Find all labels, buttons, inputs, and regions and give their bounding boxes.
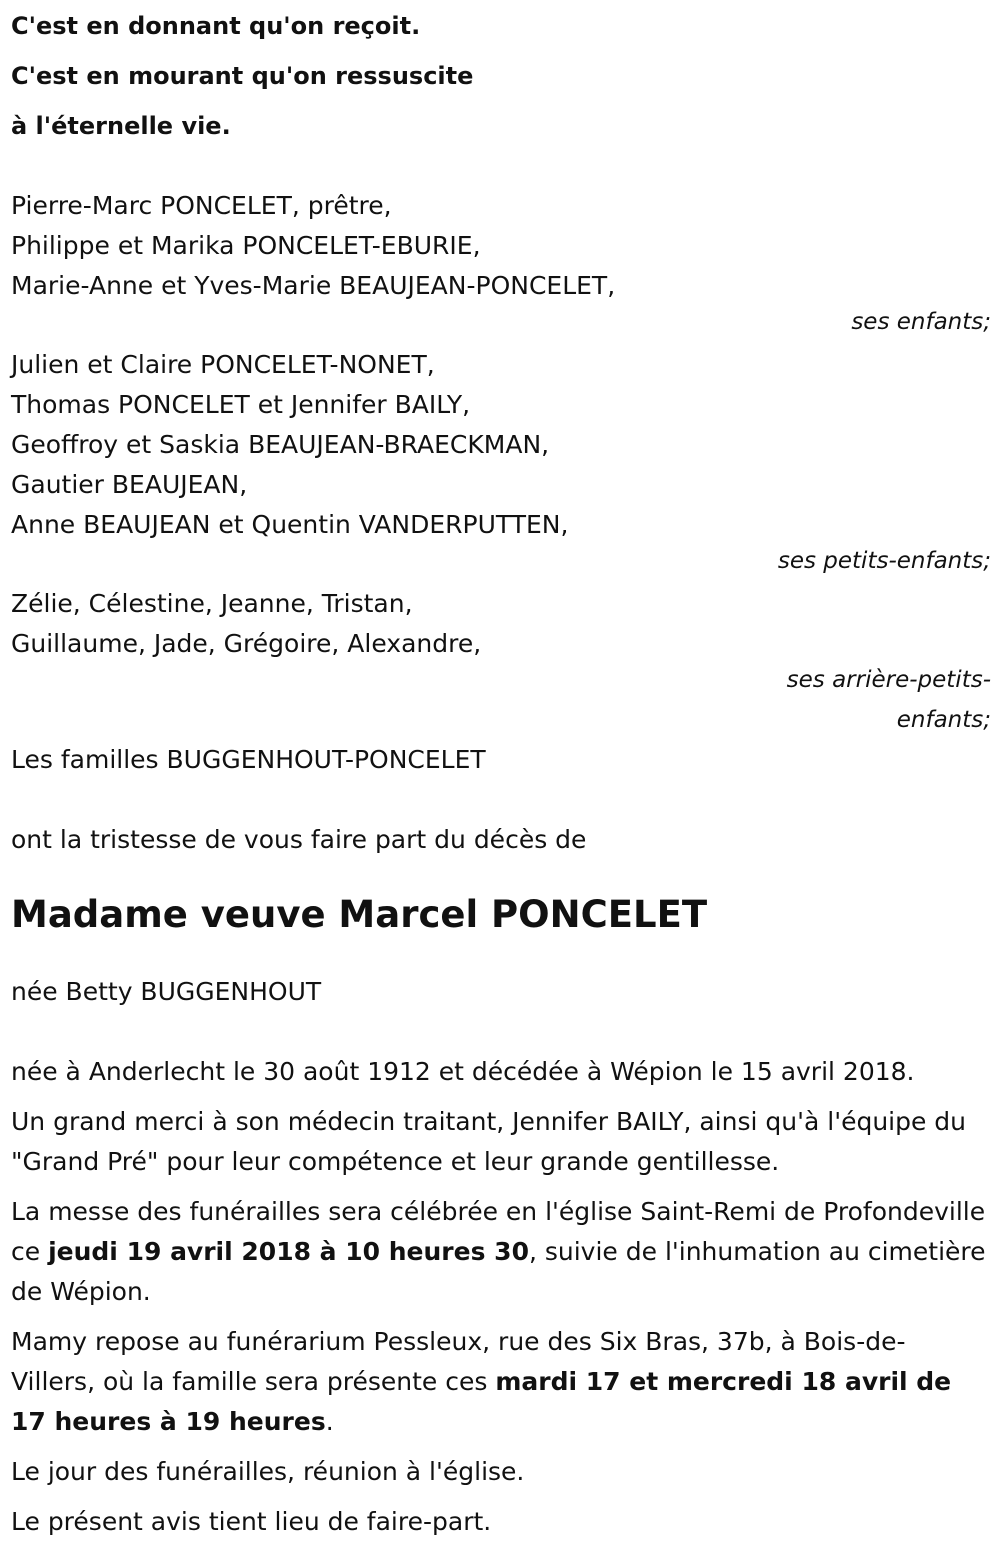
closing-line: Le présent avis tient lieu de faire-part. bbox=[11, 1507, 492, 1536]
birth-death-line: née à Anderlecht le 30 août 1912 et décédée à Wépion le 15 avril 2018. bbox=[11, 1057, 915, 1086]
family-member: Anne BEAUJEAN et Quentin VANDERPUTTEN, bbox=[11, 510, 569, 539]
grandchildren-block bbox=[11, 345, 991, 581]
mass-text-end: , suivie de l'inhumation au cimetière de Wépion. bbox=[11, 1237, 986, 1306]
family-member: Guillaume, Jade, Grégoire, Alexandre, bbox=[11, 629, 482, 658]
obituary-notice bbox=[11, 0, 991, 1542]
rest-paragraph bbox=[11, 1322, 971, 1442]
maiden-name: née Betty BUGGENHOUT bbox=[11, 977, 322, 1006]
family-member: Gautier BEAUJEAN, bbox=[11, 470, 248, 499]
rest-text: Mamy repose au funérarium Pessleux, rue des Six Bras, 37b, à Bois-de-Villers, où la famille sera présente ces bbox=[11, 1327, 906, 1396]
mass-paragraph bbox=[11, 1192, 991, 1312]
family-member: Philippe et Marika PONCELET-EBURIE, bbox=[11, 231, 481, 260]
children-block bbox=[11, 186, 991, 342]
families-line: Les familles BUGGENHOUT-PONCELET bbox=[11, 745, 486, 774]
opening-quote bbox=[11, 1, 991, 151]
visiting-hours: mardi 17 et mercredi 18 avril de 17 heures à 19 heures bbox=[11, 1367, 952, 1436]
relation-label: enfants; bbox=[896, 707, 991, 733]
relation-label: ses petits-enfants; bbox=[777, 548, 991, 574]
relation-label: ses enfants; bbox=[851, 309, 991, 335]
rest-text-end: . bbox=[325, 1407, 334, 1436]
mass-datetime: jeudi 19 avril 2018 à 10 heures 30 bbox=[48, 1237, 529, 1266]
family-member: Geoffroy et Saskia BEAUJEAN-BRAECKMAN, bbox=[11, 430, 550, 459]
deceased-name: Madame veuve Marcel PONCELET bbox=[11, 893, 708, 936]
family-member: Pierre-Marc PONCELET, prêtre, bbox=[11, 191, 392, 220]
family-member: Zélie, Célestine, Jeanne, Tristan, bbox=[11, 589, 413, 618]
family-member: Julien et Claire PONCELET-NONET, bbox=[11, 350, 435, 379]
family-member: Thomas PONCELET et Jennifer BAILY, bbox=[11, 390, 471, 419]
relation-label: ses arrière-petits- bbox=[786, 667, 991, 693]
meeting-line: Le jour des funérailles, réunion à l'église. bbox=[11, 1457, 525, 1486]
quote-line: C'est en donnant qu'on reçoit. bbox=[11, 12, 421, 40]
announcement: ont la tristesse de vous faire part du décès de bbox=[11, 825, 587, 854]
great-grandchildren-block bbox=[11, 584, 991, 740]
quote-line: à l'éternelle vie. bbox=[11, 112, 231, 140]
thanks-paragraph: Un grand merci à son médecin traitant, Jennifer BAILY, ainsi qu'à l'équipe du "Grand Pré" pour leur compétence et leur grande gentillesse. bbox=[11, 1107, 967, 1176]
family-member: Marie-Anne et Yves-Marie BEAUJEAN-PONCELET, bbox=[11, 271, 616, 300]
quote-line: C'est en mourant qu'on ressuscite bbox=[11, 62, 474, 90]
mass-text: La messe des funérailles sera célébrée en l'église Saint-Remi de Profondeville ce bbox=[11, 1197, 986, 1266]
